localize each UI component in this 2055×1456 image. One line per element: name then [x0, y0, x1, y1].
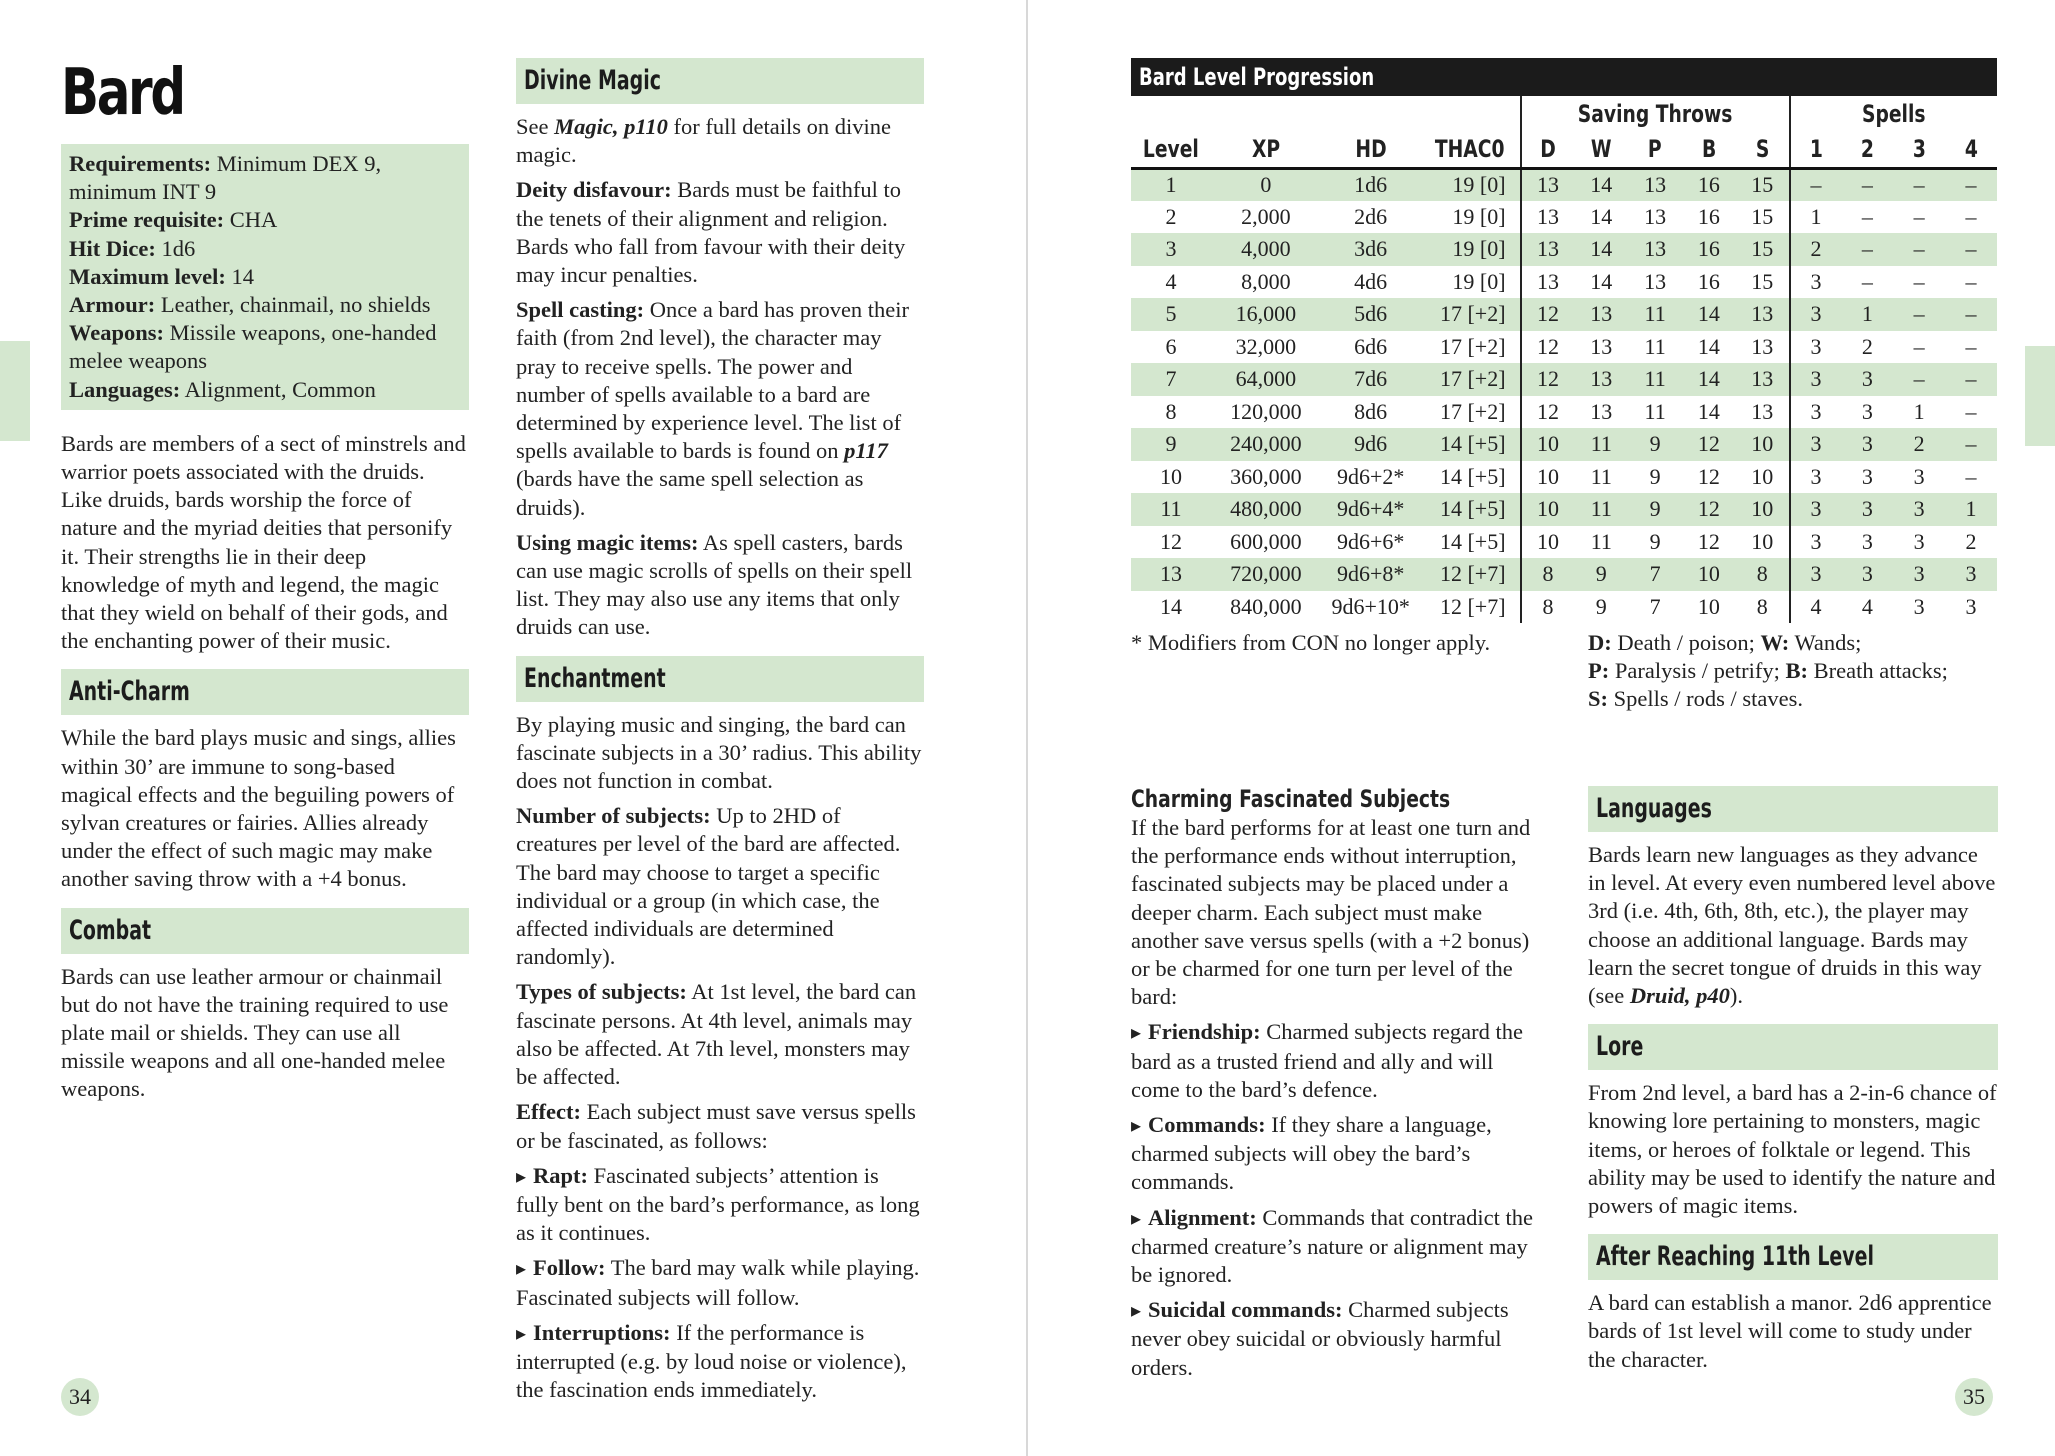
table-cell: 8 [1165, 398, 1177, 424]
table-cell: 16 [1697, 203, 1720, 229]
bullet-rapt: ▸ Rapt: Fascinated subjects’ attention is fully bent on the bard’s performance, as long as it continues. [516, 1162, 924, 1248]
left-column-2 [516, 58, 924, 1411]
col-spell-1: 1 [1790, 132, 1842, 168]
table-cell: 9 [1649, 463, 1661, 489]
page-gutter [1026, 0, 1028, 1456]
table-cell: 7 [1628, 558, 1682, 591]
table-cell: 17 [+2] [1421, 363, 1521, 396]
table-cell: 9d6 [1321, 428, 1421, 461]
table-cell: 14 [1682, 363, 1736, 396]
table-cell: 1 [1131, 168, 1211, 201]
table-cell: 12 [+7] [1439, 593, 1506, 619]
table-cell: – [1790, 168, 1842, 201]
enchantment-heading: Enchantment [516, 656, 924, 702]
table-cell: 12 [1682, 428, 1736, 461]
req-line: Languages: Alignment, Common [69, 376, 376, 402]
table-cell: 13 [1736, 298, 1790, 331]
table-cell: 9 [1574, 558, 1628, 591]
table-cell: 16,000 [1211, 298, 1321, 331]
bullet-alignment: ▸ Alignment: Commands that contradict the charmed creature’s nature or alignment may be ignored. [1131, 1204, 1541, 1290]
table-cell: 7d6 [1321, 363, 1421, 396]
left-edge-tab [0, 341, 30, 441]
number-of-subjects: Number of subjects: Up to 2HD of creatures per level of the bard are affected. The bard may choose to target a specific individual or a group (in which case, the affected individuals are determined randomly). [516, 803, 901, 970]
bullet-follow: ▸ Follow: The bard may walk while playing. Fascinated subjects will follow. [516, 1254, 924, 1311]
charming-intro: If the bard performs for at least one turn and the performance ends without interruption, fascinated subjects may be placed under a deeper charm. Each subject must make another save versus spells (with a +2 bonus) or be charmed for one turn per level of the bard: [1131, 815, 1531, 1010]
table-cell: 4 [1861, 593, 1873, 619]
table-cell: 1 [1913, 398, 1925, 424]
combat-heading: Combat [61, 908, 469, 954]
table-cell: 12 [1521, 298, 1575, 331]
table-cell: 3d6 [1321, 233, 1421, 266]
table-cell: 9d6+2* [1336, 463, 1405, 489]
table-cell: 17 [+2] [1421, 298, 1521, 331]
bullet-commands: ▸ Commands: If they share a language, charmed subjects will obey the bard’s commands. [1131, 1111, 1541, 1197]
table-cell: 3 [1893, 493, 1945, 526]
table-cell: 6 [1165, 333, 1177, 359]
table-cell: 3 [1841, 363, 1893, 396]
table-cell: 11 [1131, 493, 1211, 526]
table-cell: 10 [1521, 526, 1575, 559]
table-body [1131, 168, 1997, 623]
divine-magic-see: See Magic, p110 for full details on divine magic. [516, 114, 891, 168]
table-cell: – [1913, 333, 1925, 359]
table-cell: 3 [1790, 363, 1842, 396]
charming-heading: Charming Fascinated Subjects [1131, 785, 1451, 813]
bullet-interruptions: ▸ Interruptions: If the performance is interrupted (e.g. by loud noise or violence), the fascination ends immediately. [516, 1319, 924, 1405]
req-line: Requirements: Minimum DEX 9, minimum INT 9 [69, 151, 382, 205]
bullet-suicidal: ▸ Suicidal commands: Charmed subjects never obey suicidal or obviously harmful orders. [1131, 1296, 1541, 1382]
table-cell: 13 [1751, 398, 1774, 424]
table-cell: 3 [1913, 463, 1925, 489]
table-cell: 3 [1913, 593, 1925, 619]
effect: Effect: Each subject must save versus spells or be fascinated, as follows: [516, 1099, 916, 1153]
table-cell: 5d6 [1321, 298, 1421, 331]
table-cell: 3 [1861, 398, 1873, 424]
table-cell: 15 [1751, 268, 1774, 294]
table-cell: 3 [1861, 463, 1873, 489]
table-row [1131, 493, 1997, 526]
table-cell: 8 [1756, 593, 1768, 619]
right-column-1 [1131, 784, 1541, 1389]
table-cell: 15 [1736, 233, 1790, 266]
col-p: P [1628, 132, 1682, 168]
table-cell: 9 [1628, 428, 1682, 461]
using-magic-items: Using magic items: As spell casters, bards can use magic scrolls of spells on their spell list. They may also use any items that only druids can use. [516, 529, 913, 640]
table-cell: 10 [1521, 493, 1575, 526]
table-cell: 3 [1790, 266, 1842, 299]
table-cell: 12 [1159, 528, 1182, 554]
table-cell: 4,000 [1211, 233, 1321, 266]
after-11th-heading: After Reaching 11th Level [1588, 1234, 1998, 1280]
languages-heading: Languages [1588, 786, 1998, 832]
table-cell: 14 [+5] [1421, 493, 1521, 526]
table-cell: 9d6+8* [1321, 558, 1421, 591]
table-cell: 8,000 [1241, 268, 1291, 294]
table-cell: 12 [1521, 396, 1575, 429]
table-cell: 11 [1590, 528, 1612, 554]
table-cell: 16 [1697, 268, 1720, 294]
table-row [1131, 201, 1997, 234]
table-cell: 360,000 [1230, 463, 1302, 489]
table-cell: 5 [1131, 298, 1211, 331]
anti-charm-heading: Anti-Charm [61, 669, 469, 715]
req-line: Prime requisite: CHA [69, 207, 278, 233]
col-hd: HD [1321, 132, 1421, 168]
table-cell: 10 [1736, 428, 1790, 461]
page-number-right: 35 [1955, 1378, 1993, 1416]
table-cell: 15 [1751, 203, 1774, 229]
table-cell: 13 [1521, 233, 1575, 266]
table-cell: – [1841, 233, 1893, 266]
table-cell: 14 [1590, 268, 1613, 294]
table-cell: – [1861, 268, 1873, 294]
table-cell: 3 [1913, 528, 1925, 554]
table-cell: 4d6 [1354, 268, 1388, 294]
page-number-left: 34 [61, 1378, 99, 1416]
combat-text: Bards can use leather armour or chainmail but do not have the training required to use plate mail or shields. They can use all missile weapons and all one-handed melee weapons. [61, 963, 449, 1102]
table-cell: 14 [1590, 203, 1613, 229]
table-cell: 14 [1574, 168, 1628, 201]
table-cell: 10 [1751, 528, 1774, 554]
table-cell: 13 [1751, 333, 1774, 359]
col-b: B [1682, 132, 1736, 168]
right-edge-tab [2025, 346, 2055, 446]
table-cell: – [1861, 203, 1873, 229]
table-row [1131, 396, 1997, 429]
spell-casting: Spell casting: Once a bard has proven their faith (from 2nd level), the character may pray to receive spells. The power and number of spells available to a bard are determined by experience level. The list of spells available to bards is found on p117 (bards have the same spell selection as druids). [516, 297, 910, 520]
spells-group: Spells [1790, 96, 1997, 132]
table-cell: 13 [1574, 298, 1628, 331]
table-cell: 0 [1211, 168, 1321, 201]
table-key: D: Death / poison; W: Wands; P: Paralysis / petrify; B: Breath attacks; S: Spells / rods / staves. [1588, 630, 1948, 712]
table-cell: 9 [1649, 528, 1661, 554]
table-cell: 10 [1751, 463, 1774, 489]
col-level: Level [1131, 132, 1211, 168]
table-cell: 2d6 [1354, 203, 1388, 229]
table-cell: 8d6 [1354, 398, 1388, 424]
req-line: Armour: Leather, chainmail, no shields [69, 292, 431, 318]
page-title: Bard [61, 56, 184, 130]
table-cell: 17 [+2] [1439, 398, 1506, 424]
table-cell: 3 [1790, 558, 1842, 591]
table-row [1131, 298, 1997, 331]
progression-grid [1131, 96, 1997, 623]
table-cell: 13 [1644, 268, 1667, 294]
table-cell: 120,000 [1230, 398, 1302, 424]
level-progression-table [1131, 58, 1997, 623]
table-cell: 12 [1682, 493, 1736, 526]
table-cell: – [1945, 233, 1997, 266]
table-cell: 720,000 [1211, 558, 1321, 591]
types-of-subjects: Types of subjects: At 1st level, the bard can fascinate persons. At 4th level, animals may also be affected. At 7th level, monsters may be affected. [516, 979, 917, 1090]
table-cell: 6d6 [1354, 333, 1388, 359]
table-row [1131, 558, 1997, 591]
table-cell: 4 [1165, 268, 1177, 294]
table-cell: 11 [1628, 363, 1682, 396]
col-spell-2: 2 [1841, 132, 1893, 168]
table-cell: 3 [1841, 558, 1893, 591]
after-11th-text: A bard can establish a manor. 2d6 apprentice bards of 1st level will come to study under the character. [1588, 1290, 1992, 1372]
table-cell: 11 [1644, 333, 1666, 359]
table-cell: 11 [1574, 493, 1628, 526]
table-cell: 14 [1574, 233, 1628, 266]
table-cell: 3 [1790, 461, 1842, 494]
table-cell: 3 [1790, 298, 1842, 331]
table-row [1131, 428, 1997, 461]
table-cell: 2 [1861, 333, 1873, 359]
table-cell: 17 [+2] [1439, 333, 1506, 359]
table-cell: 13 [1574, 363, 1628, 396]
table-cell: 3 [1965, 593, 1977, 619]
table-cell: 3 [1790, 331, 1842, 364]
table-cell: – [1893, 298, 1945, 331]
table-footnote: * Modifiers from CON no longer apply. [1131, 630, 1491, 655]
table-cell: 12 [1521, 331, 1575, 364]
table-cell: 11 [1574, 428, 1628, 461]
table-cell: 14 [1159, 593, 1182, 619]
col-xp: XP [1211, 132, 1321, 168]
table-cell: 3 [1841, 493, 1893, 526]
table-cell: 7 [1131, 363, 1211, 396]
table-cell: 3 [1861, 528, 1873, 554]
lore-heading: Lore [1588, 1024, 1998, 1070]
languages-text: Bards learn new languages as they advance in level. At every even numbered level above 3rd (i.e. 4th, 6th, 8th, etc.), the player may choose an additional language. Bards may learn the secret tongue of druids in this way (see Druid, p40). [1588, 842, 1996, 1009]
table-cell: 14 [+5] [1439, 528, 1506, 554]
table-cell: – [1945, 428, 1997, 461]
table-column-header [1131, 132, 1997, 168]
table-cell: 3 [1790, 396, 1842, 429]
anti-charm-text: While the bard plays music and sings, allies within 30’ are immune to song-based magical effects and the beguiling powers of sylvan creatures or fairies. Allies already under the effect of such magic may make another saving throw with a +4 bonus. [61, 725, 456, 892]
table-cell: 3 [1790, 428, 1842, 461]
table-cell: 840,000 [1230, 593, 1302, 619]
table-cell: 14 [1697, 333, 1720, 359]
table-cell: 8 [1736, 558, 1790, 591]
table-cell: – [1893, 168, 1945, 201]
table-cell: 3 [1790, 493, 1842, 526]
saving-throws-group: Saving Throws [1521, 96, 1790, 132]
table-cell: 2 [1165, 203, 1177, 229]
col-d: D [1521, 132, 1575, 168]
right-column-2 [1588, 786, 1998, 1381]
table-cell: 3 [1841, 428, 1893, 461]
table-cell: 9d6+4* [1321, 493, 1421, 526]
table-cell: 480,000 [1211, 493, 1321, 526]
table-row [1131, 266, 1997, 299]
col-spell-3: 3 [1893, 132, 1945, 168]
table-row [1131, 331, 1997, 364]
table-cell: – [1945, 298, 1997, 331]
table-cell: 14 [1682, 298, 1736, 331]
table-row [1131, 526, 1997, 559]
table-cell: 13 [1521, 168, 1575, 201]
table-cell: 10 [1521, 428, 1575, 461]
table-cell: 13 [1736, 363, 1790, 396]
table-cell: 11 [1644, 398, 1666, 424]
table-cell: 16 [1682, 233, 1736, 266]
lore-text: From 2nd level, a bard has a 2-in-6 chance of knowing lore pertaining to monsters, magic items, or heroes of folktale or legend. This ability may be used to identify the nature and powers of magic items. [1588, 1080, 1997, 1219]
table-cell: 14 [+5] [1421, 428, 1521, 461]
col-s: S [1736, 132, 1790, 168]
table-cell: 14 [1697, 398, 1720, 424]
table-cell: 3 [1131, 233, 1211, 266]
table-cell: 8 [1521, 558, 1575, 591]
table-cell: 16 [1682, 168, 1736, 201]
table-cell: 12 [1521, 363, 1575, 396]
col-spell-4: 4 [1945, 132, 1997, 168]
table-cell: – [1913, 203, 1925, 229]
table-cell: 2,000 [1241, 203, 1291, 229]
table-cell: 19 [0] [1421, 168, 1521, 201]
table-cell: 12 [+7] [1421, 558, 1521, 591]
table-cell: 13 [1521, 266, 1575, 299]
table-cell: 12 [1697, 463, 1720, 489]
table-cell: 15 [1736, 168, 1790, 201]
table-cell: – [1965, 203, 1977, 229]
table-cell: – [1965, 268, 1977, 294]
table-cell: – [1841, 168, 1893, 201]
table-row [1131, 591, 1997, 624]
left-column-1 [61, 58, 469, 1111]
table-cell: 10 [1521, 461, 1575, 494]
table-cell: 32,000 [1235, 333, 1297, 359]
table-cell: – [1913, 268, 1925, 294]
bullet-friendship: ▸ Friendship: Charmed subjects regard the bard as a trusted friend and ally and will come to the bard’s defence. [1131, 1018, 1541, 1104]
table-cell: 10 [1736, 493, 1790, 526]
table-cell: 64,000 [1211, 363, 1321, 396]
table-cell: 2 [1965, 528, 1977, 554]
table-cell: 13 [1590, 398, 1613, 424]
table-cell: 3 [1893, 558, 1945, 591]
table-cell: 19 [0] [1452, 268, 1506, 294]
table-cell: 13 [1628, 233, 1682, 266]
table-row [1131, 168, 1997, 201]
table-cell: 3 [1790, 526, 1842, 559]
table-row [1131, 233, 1997, 266]
table-cell: 11 [1590, 463, 1612, 489]
table-cell: 4 [1790, 591, 1842, 624]
table-cell: 3 [1945, 558, 1997, 591]
table-cell: 1 [1945, 493, 1997, 526]
table-cell: 2 [1790, 233, 1842, 266]
table-cell: 9d6+6* [1336, 528, 1405, 554]
table-cell: 9 [1628, 493, 1682, 526]
table-cell: 13 [1628, 168, 1682, 201]
table-cell: 240,000 [1211, 428, 1321, 461]
table-cell: – [1965, 333, 1977, 359]
enchantment-intro: By playing music and singing, the bard can fascinate subjects in a 30’ radius. This ability does not function in combat. [516, 711, 922, 794]
table-row [1131, 363, 1997, 396]
table-cell: – [1945, 363, 1997, 396]
table-cell: 19 [0] [1452, 203, 1506, 229]
table-group-header [1131, 96, 1997, 132]
table-cell: 11 [1628, 298, 1682, 331]
table-cell: 19 [0] [1421, 233, 1521, 266]
table-cell: 10 [1682, 558, 1736, 591]
req-line: Maximum level: 14 [69, 263, 254, 289]
table-cell: 9 [1595, 593, 1607, 619]
table-title: Bard Level Progression [1131, 58, 1997, 96]
intro-paragraph: Bards are members of a sect of minstrels and warrior poets associated with the druids. Like druids, bards worship the force of nature and the myriad deities that personify it. Their strengths lie in their deep knowledge of myth and legend, the magic that they wield on behalf of their gods, and the enchanting power of their music. [61, 430, 466, 654]
table-cell: – [1893, 363, 1945, 396]
table-cell: 1 [1790, 201, 1842, 234]
table-cell: 13 [1521, 201, 1575, 234]
req-line: Weapons: Missile weapons, one-handed melee weapons [69, 320, 437, 374]
table-cell: 9d6+10* [1331, 593, 1410, 619]
table-cell: 13 [1131, 558, 1211, 591]
table-cell: – [1965, 463, 1977, 489]
table-cell: 7 [1649, 593, 1661, 619]
table-cell: 1d6 [1321, 168, 1421, 201]
deity-disfavour: Deity disfavour: Bards must be faithful to the tenets of their alignment and religion. Bards who fall from favour with their deity may incur penalties. [516, 177, 906, 288]
table-cell: 14 [+5] [1439, 463, 1506, 489]
table-cell: – [1965, 398, 1977, 424]
table-cell: 12 [1697, 528, 1720, 554]
table-cell: 2 [1893, 428, 1945, 461]
col-thac0: THAC0 [1421, 132, 1521, 168]
table-cell: 13 [1644, 203, 1667, 229]
req-line: Hit Dice: 1d6 [69, 235, 196, 261]
table-cell: 600,000 [1230, 528, 1302, 554]
table-cell: 13 [1590, 333, 1613, 359]
table-row [1131, 461, 1997, 494]
col-w: W [1574, 132, 1628, 168]
table-cell: – [1893, 233, 1945, 266]
table-cell: 10 [1697, 593, 1720, 619]
table-cell: 8 [1521, 591, 1575, 624]
table-cell: – [1945, 168, 1997, 201]
table-cell: 9 [1131, 428, 1211, 461]
table-cell: 1 [1841, 298, 1893, 331]
table-cell: 10 [1159, 463, 1182, 489]
divine-magic-heading: Divine Magic [516, 58, 924, 104]
requirements-box [61, 144, 469, 410]
